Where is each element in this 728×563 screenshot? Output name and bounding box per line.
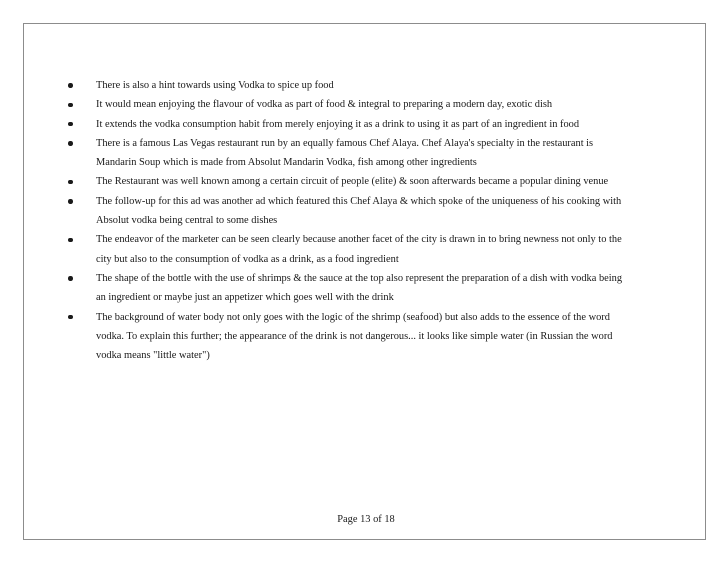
bullet-item: [68, 95, 668, 114]
bullet-dot-icon: [68, 180, 73, 185]
bullet-item: [68, 76, 668, 95]
bullet-list: [68, 76, 668, 365]
bullet-text-line: The follow-up for this ad was another ad which featured this Chef Alaya & which spoke of the uniqueness of his cooking with: [96, 195, 622, 207]
bullet-text-line: The Restaurant was well known among a certain circuit of people (elite) & soon afterwards became a popular dining venue: [96, 176, 609, 188]
bullet-text-line: The background of water body not only goes with the logic of the shrimp (seafood) but also adds to the essence of the word: [96, 311, 610, 323]
bullet-text-line: It would mean enjoying the flavour of vodka as part of food & integral to preparing a modern day, exotic dish: [96, 99, 553, 111]
bullet-item: [68, 308, 668, 366]
bullet-text-line: city but also to the consumption of vodka as a drink, as a food ingredient: [96, 253, 399, 265]
bullet-dot-icon: [68, 103, 73, 108]
bullet-dot-icon: [68, 276, 73, 281]
bullet-dot-icon: [68, 315, 73, 320]
bullet-text-line: It extends the vodka consumption habit from merely enjoying it as a drink to using it as part of an ingredient in food: [96, 118, 580, 130]
bullet-text-line: vodka means "little water"): [96, 350, 210, 362]
page-number: Page 13 of 18: [337, 514, 395, 525]
bullet-item: [68, 115, 668, 134]
bullet-item: [68, 269, 668, 308]
bullet-text-line: The endeavor of the marketer can be seen clearly because another facet of the city is drawn in to bring newness not only to the: [96, 234, 622, 246]
bullet-item: [68, 172, 668, 191]
bullet-dot-icon: [68, 83, 73, 88]
bullet-dot-icon: [68, 141, 73, 146]
bullet-dot-icon: [68, 199, 73, 204]
bullet-item: [68, 134, 668, 173]
bullet-text-line: vodka. To explain this further; the appearance of the drink is not dangerous... it looks like simple water (in Russian the word: [96, 330, 613, 342]
bullet-dot-icon: [68, 238, 73, 243]
bullet-text-line: The shape of the bottle with the use of shrimps & the sauce at the top also represent the preparation of a dish with vodka being: [96, 272, 623, 284]
bullet-text-line: Mandarin Soup which is made from Absolut Mandarin Vodka, fish among other ingredients: [96, 157, 477, 169]
page-footer: [0, 513, 728, 527]
bullet-item: [68, 230, 668, 269]
bullet-text-line: There is a famous Las Vegas restaurant run by an equally famous Chef Alaya. Chef Alaya's specialty in the restaurant is: [96, 137, 594, 149]
bullet-text-line: Absolut vodka being central to some dishes: [96, 215, 278, 227]
bullet-dot-icon: [68, 122, 73, 127]
bullet-text-line: There is also a hint towards using Vodka to spice up food: [96, 80, 334, 91]
bullet-text-line: an ingredient or maybe just an appetizer which goes well with the drink: [96, 292, 394, 304]
bullet-item: [68, 192, 668, 231]
